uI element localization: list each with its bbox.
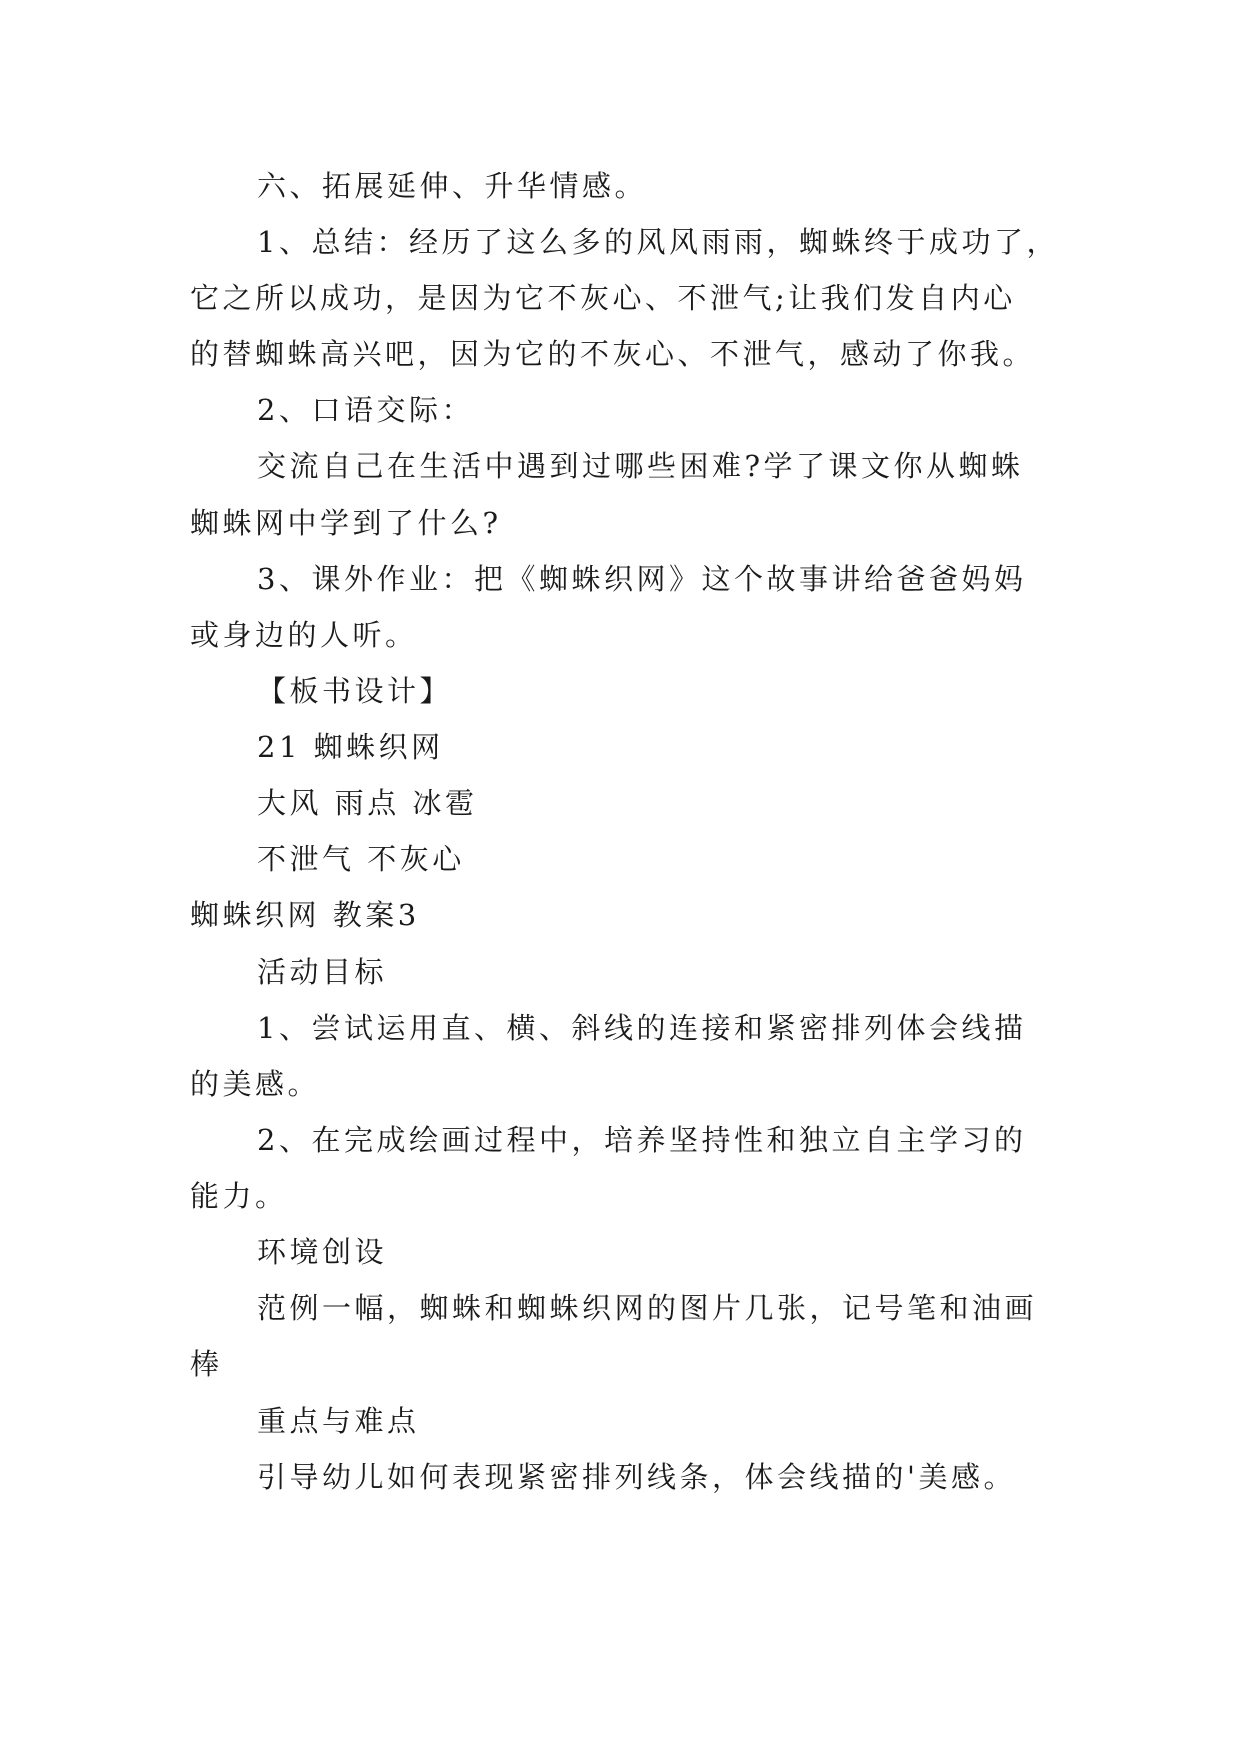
- paragraph-line: 3、课外作业：把《蜘蛛织网》这个故事讲给爸爸妈妈: [257, 562, 1027, 596]
- board-line: 大风 雨点 冰雹: [257, 786, 478, 820]
- board-design-heading: 【板书设计】: [257, 674, 453, 708]
- paragraph-line: 蜘蛛网中学到了什么?: [190, 506, 502, 540]
- paragraph-line: 引导幼儿如何表现紧密排列线条，体会线描的'美感。: [257, 1460, 1016, 1494]
- paragraph-line: 交流自己在生活中遇到过哪些困难?学了课文你从蜘蛛: [257, 449, 1024, 483]
- paragraph-line: 或身边的人听。: [190, 618, 418, 652]
- paragraph-line: 范例一幅，蜘蛛和蜘蛛织网的图片几张，记号笔和油画: [257, 1291, 1038, 1325]
- paragraph-line: 的美感。: [190, 1067, 321, 1101]
- paragraph-line: 1、尝试运用直、横、斜线的连接和紧密排列体会线描: [257, 1011, 1027, 1045]
- paragraph-line: 棒: [190, 1347, 223, 1381]
- board-line: 21 蜘蛛织网: [257, 730, 444, 764]
- paragraph-line: 它之所以成功，是因为它不灰心、不泄气;让我们发自内心: [190, 281, 1016, 315]
- paragraph-line: 2、在完成绘画过程中，培养坚持性和独立自主学习的: [257, 1123, 1027, 1157]
- paragraph-line: 2、口语交际：: [257, 393, 474, 427]
- section-heading-environment: 环境创设: [257, 1235, 388, 1269]
- section-heading-key-points: 重点与难点: [257, 1404, 420, 1438]
- paragraph-line: 能力。: [190, 1179, 288, 1213]
- section-heading-extension: 六、拓展延伸、升华情感。: [257, 169, 648, 203]
- board-line: 不泄气 不灰心: [257, 842, 465, 876]
- paragraph-line: 的替蜘蛛高兴吧，因为它的不灰心、不泄气，感动了你我。: [190, 337, 1036, 371]
- document-title: 蜘蛛织网 教案3: [190, 898, 420, 932]
- section-heading-goals: 活动目标: [257, 955, 388, 989]
- paragraph-line: 1、总结：经历了这么多的风风雨雨，蜘蛛终于成功了，: [257, 225, 1059, 259]
